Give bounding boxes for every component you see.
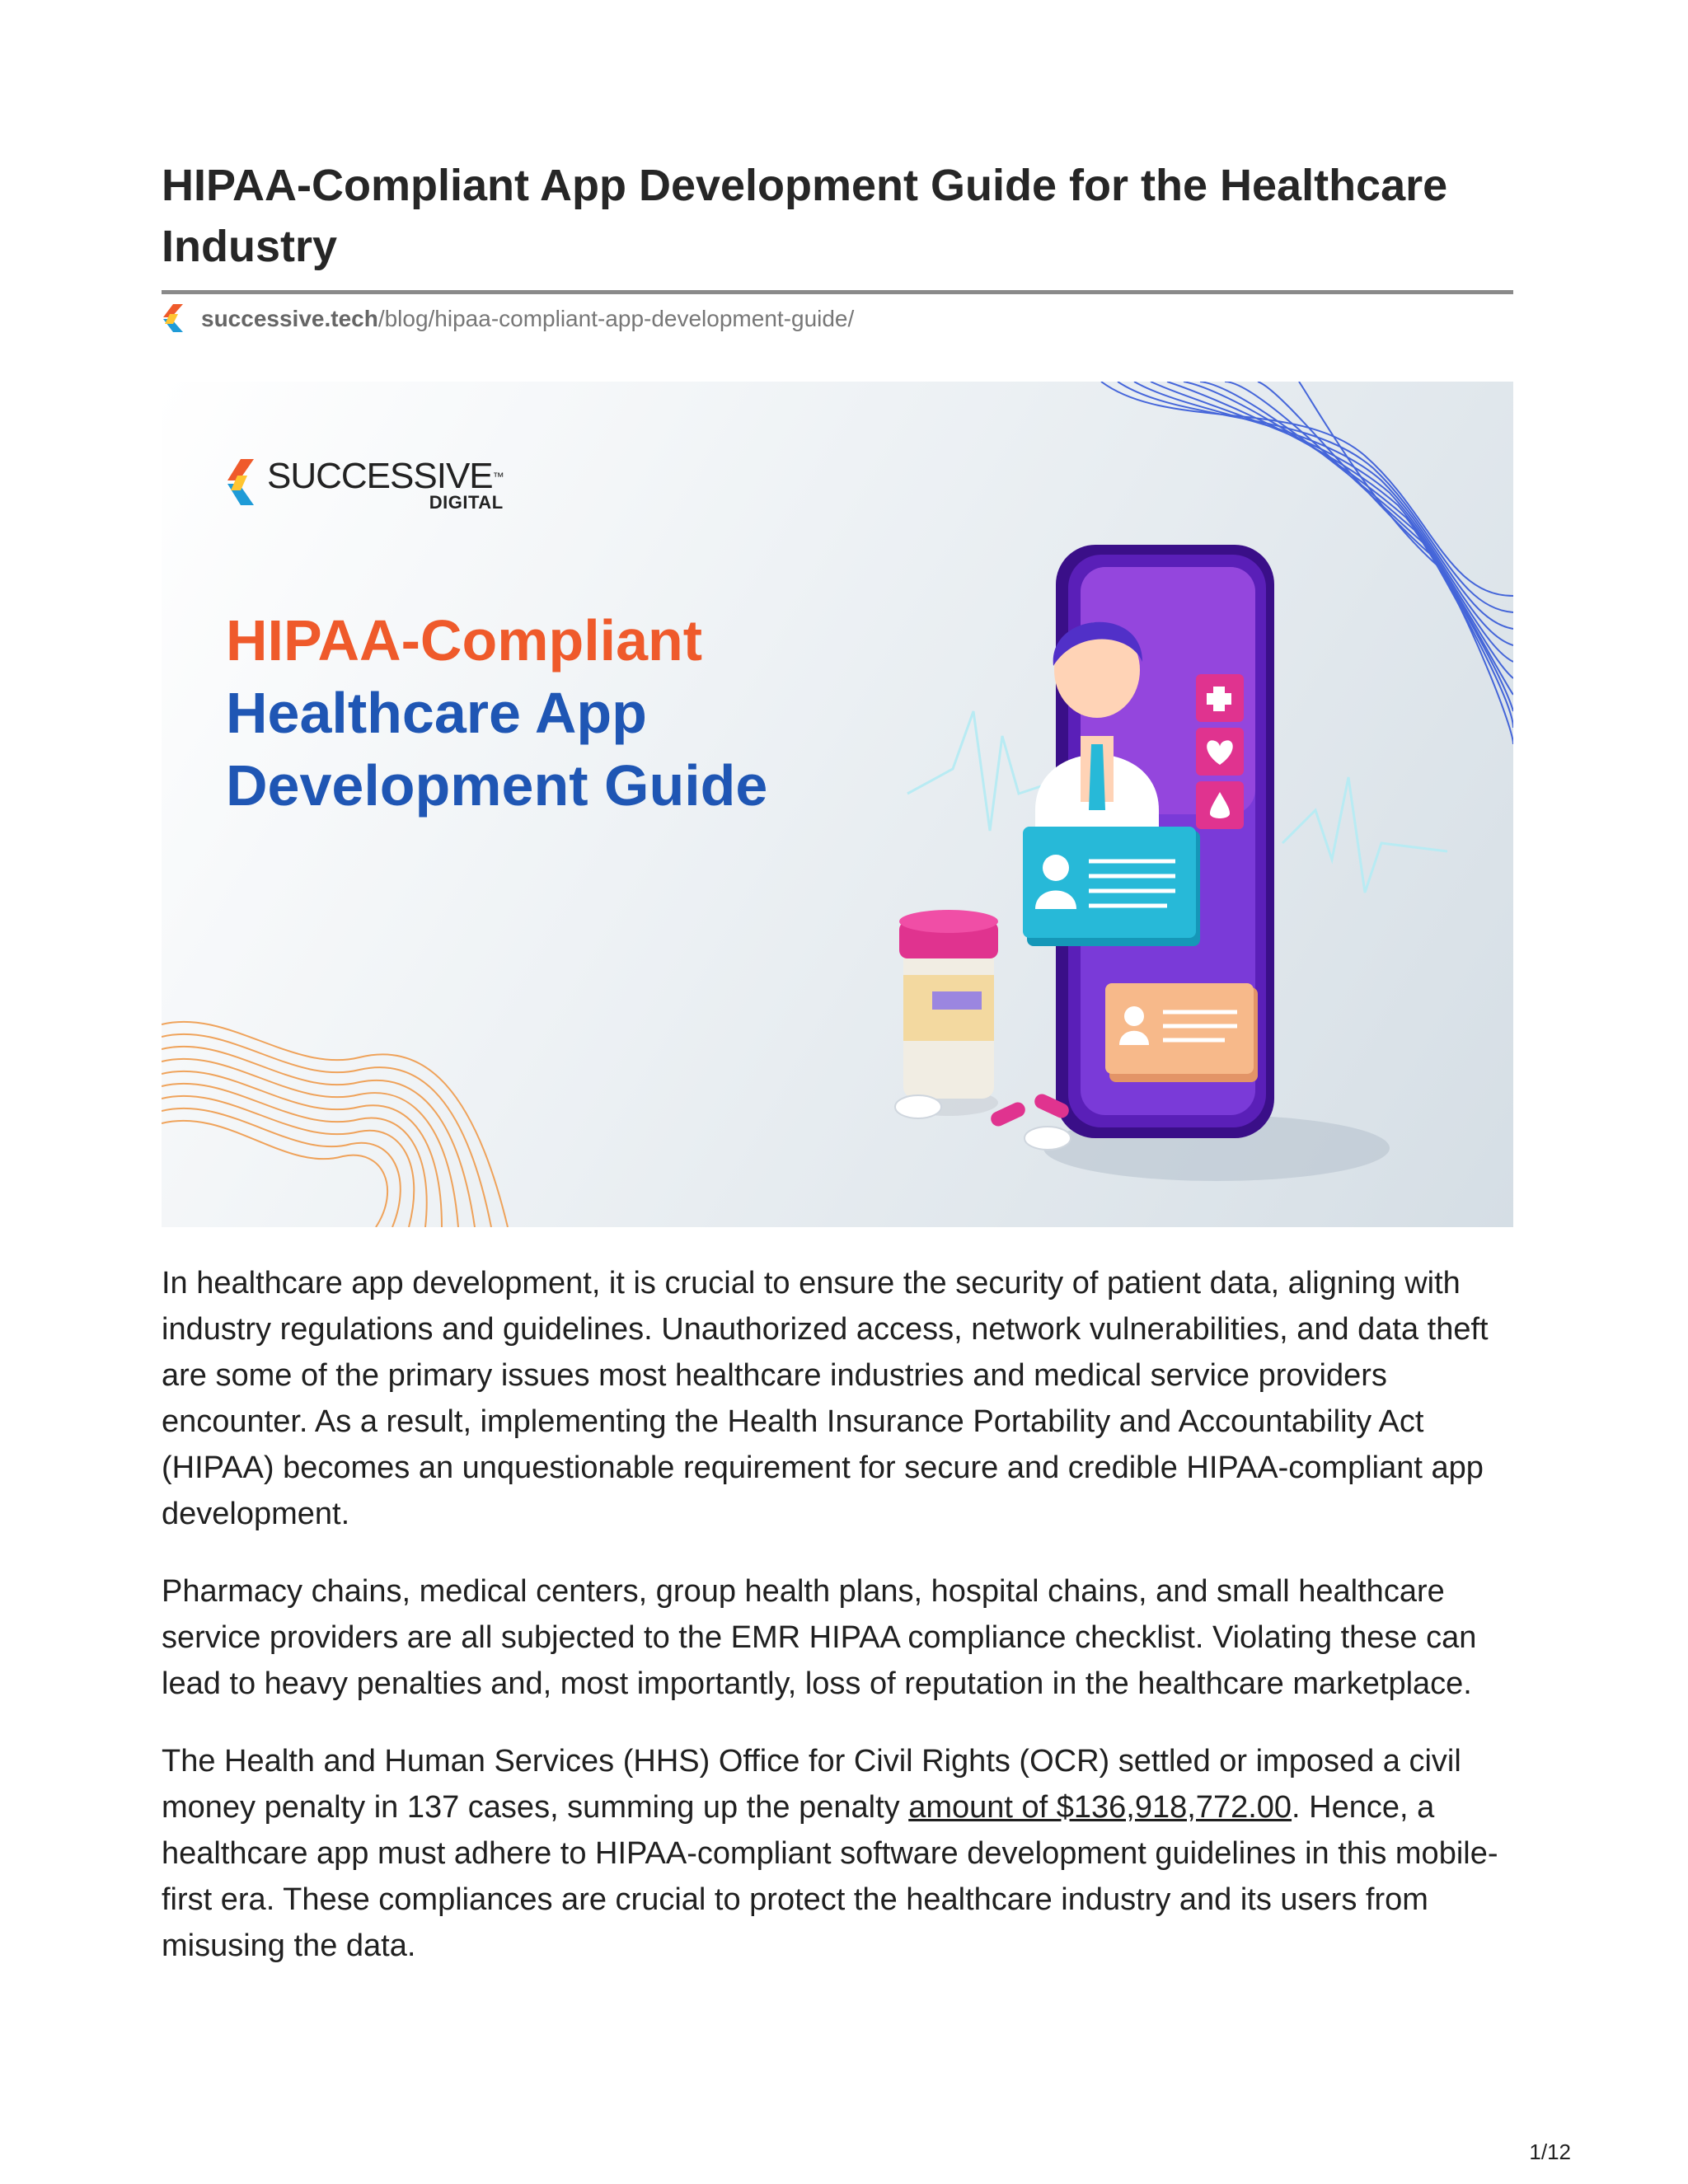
source-url[interactable] [162, 294, 1513, 344]
paragraph-3-start: The Health and Human Services (HHS) Office for Civil Rights (OCR) settled or imposed a civil money penalty in 137 cases, summing up the penalty [162, 1744, 1461, 1825]
article-body [162, 1260, 1513, 1969]
brand-word: SUCCESSIVE [267, 456, 493, 496]
heartbeat-line-right [1282, 777, 1447, 893]
page-number: 1/12 [1529, 2139, 1571, 2164]
hero-headline [226, 604, 767, 822]
brand-sub: DIGITAL [429, 492, 504, 513]
hero-headline-line1: HIPAA-Compliant [226, 608, 703, 673]
article [162, 155, 1513, 2000]
patient-card [1105, 983, 1258, 1082]
source-domain: successive.tech [201, 306, 378, 331]
paragraph-1: In healthcare app development, it is crucial to ensure the security of patient data, aligning with industry regulations and guidelines. Unauthorized access, network vulnerabilities, and data theft are some of the primary issues most healthcare industries and medical service providers encounter. As a result, implementing the Health Insurance Portability and Accountability Act (HIPAA) becomes an unquestionable requirement for secure and credible HIPAA-compliant app development. [162, 1266, 1489, 1531]
hero-headline-line3: Development Guide [226, 753, 768, 818]
paragraph-3 [162, 1738, 1513, 1969]
successive-digital-logo [226, 457, 504, 513]
paragraph-3-end: . Hence, a healthcare app must adhere to HIPAA-compliant software development guidelines in this mobile-first era. These compliances are crucial to protect the healthcare industry and its users from misusing the data. [162, 1790, 1498, 1963]
brand-trademark: ™ [492, 470, 504, 483]
page-title: HIPAA-Compliant App Development Guide for the Healthcare Industry [162, 161, 1448, 271]
orange-wave-decoration [162, 1022, 508, 1227]
heartbeat-line-left [907, 711, 1043, 831]
penalty-amount-link[interactable]: amount of $136,918,772.00 [908, 1790, 1292, 1825]
hero-headline-line2: Healthcare App [226, 681, 647, 745]
successive-logo-icon [226, 457, 259, 509]
doctor-card [1023, 827, 1200, 946]
successive-logo-icon [162, 302, 186, 335]
hero-image [162, 382, 1513, 1227]
source-path: /blog/hipaa-compliant-app-development-guide/ [377, 306, 855, 331]
paragraph-2: Pharmacy chains, medical centers, group health plans, hospital chains, and small healthcare service providers are all subjected to the EMR HIPAA compliance checklist. Violating these can lead to heavy penalties and, most importantly, loss of reputation in the healthcare marketplace. [162, 1574, 1477, 1701]
pill-bottle [899, 910, 998, 1116]
